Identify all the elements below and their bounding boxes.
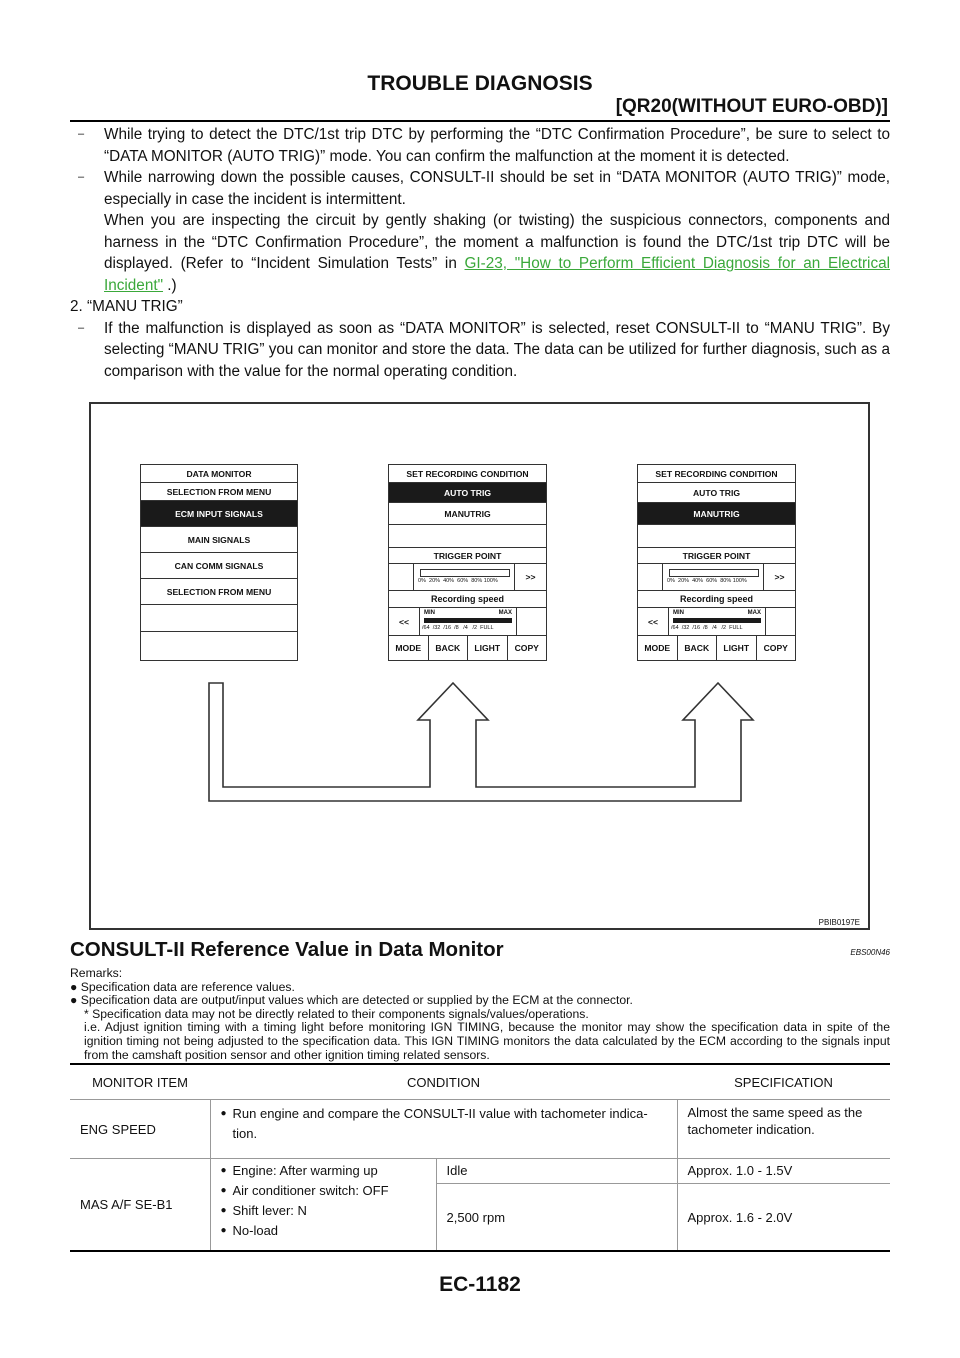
monitor-item-cell: MAS A/F SE-B1	[70, 1159, 210, 1252]
mode-button[interactable]: MODE	[389, 636, 429, 660]
dash-item: – While narrowing down the possible causes, CONSULT-II should be set in “DATA MONITOR (AUTO TRIG)” mode, especially in case the incident is intermittent. When you are inspecting the circuit by gently shaking (or twisting) the suspicious connectors, components and harness in the “DTC Confirmation Procedure”, the moment a malfunction is found the DTC/1st trip DTC will be displayed. (Refer to “Incident Simulation Tests” in GI-23, "How to Perform Efficient Diagnosis for an Electrical Incident" .)	[78, 169, 891, 294]
bullet-icon: ●	[70, 993, 81, 1008]
section-title: CONSULT-II Reference Value in Data Monitor	[70, 938, 504, 961]
flow-arrow-outline	[209, 683, 753, 801]
remark-note: i.e. Adjust ignition timing with a timing light before monitoring IGN TIMING, because the monitor may show the specification data in spite of the ignition timing not being adjusted to the specification data. This IGN TIMING monitors the data calculated by the ECM according to the signals input from the camshaft position sensor and other ignition timing related sensors.	[84, 1020, 890, 1062]
gi-23-link[interactable]: GI-23, "How to Perform Efficient Diagnosis for an Electrical Incident"	[104, 255, 891, 294]
menu-label: SELECTION FROM MENU	[141, 483, 297, 501]
specification-cell: Approx. 1.0 - 1.5V	[687, 1163, 793, 1178]
menu-item-can-comm-signals[interactable]: CAN COMM SIGNALS	[141, 553, 297, 579]
table-row	[70, 1159, 890, 1184]
speed-scale: MIN MAX /64 /32 /16 /8 /4 /2 FULL	[422, 610, 512, 631]
table-header-row	[70, 1064, 890, 1100]
trigger-point-label: TRIGGER POINT	[638, 548, 795, 564]
forward-button[interactable]: >>	[763, 564, 795, 590]
column-header: MONITOR ITEM	[70, 1064, 210, 1100]
auto-trig-option[interactable]: AUTO TRIG	[389, 483, 546, 503]
page-number: EC-1182	[439, 1273, 521, 1296]
mode-button[interactable]: MODE	[638, 636, 678, 660]
page-header-title: TROUBLE DIAGNOSIS	[367, 72, 593, 95]
remarks-label: Remarks:	[70, 966, 123, 980]
copy-button[interactable]: COPY	[514, 643, 539, 653]
trigger-point-label: TRIGGER POINT	[389, 548, 546, 564]
copy-button[interactable]: COPY	[763, 643, 788, 653]
step-2-label: 2. “MANU TRIG”	[70, 298, 183, 315]
figure-code: PBIB0197E	[818, 918, 860, 927]
recording-speed-label: Recording speed	[638, 591, 795, 608]
column-header: SPECIFICATION	[677, 1064, 890, 1100]
remark-item: ● Specification data are reference values.	[70, 979, 295, 994]
panel-title: DATA MONITOR	[141, 465, 297, 483]
specification-cell: Approx. 1.6 - 2.0V	[687, 1209, 793, 1225]
forward-button[interactable]: >>	[514, 564, 546, 590]
page-header-subtitle: [QR20(WITHOUT EURO-OBD)]	[615, 96, 888, 117]
specification-cell: Almost the same speed as the tachometer indication.	[687, 1105, 863, 1137]
back-button[interactable]: BACK	[678, 636, 718, 660]
section-code: EBS00N46	[850, 948, 890, 957]
panel-title: SET RECORDING CONDITION	[389, 465, 546, 483]
manu-trig-option[interactable]: MANUTRIG	[389, 503, 546, 525]
manu-trig-option[interactable]: MANUTRIG	[638, 503, 795, 525]
auto-trig-option[interactable]: AUTO TRIG	[638, 483, 795, 503]
remarks-block	[70, 967, 890, 1062]
trigger-scale: 0% 20% 40% 60% 80% 100%	[414, 564, 514, 590]
light-button[interactable]: LIGHT	[468, 636, 508, 660]
menu-label: SELECTION FROM MENU	[141, 579, 297, 605]
recording-speed-label: Recording speed	[389, 591, 546, 608]
condition-cell: ● Run engine and compare the CONSULT-II value with tachometer indica-tion.	[210, 1100, 677, 1159]
menu-item-ecm-input-signals[interactable]: ECM INPUT SIGNALS	[141, 501, 297, 527]
reference-value-table	[70, 1063, 890, 1252]
sub-condition-cell: Idle	[436, 1159, 677, 1184]
back-button[interactable]: BACK	[429, 636, 469, 660]
dash-item: – While trying to detect the DTC/1st trip DTC by performing the “DTC Confirmation Procedure”, be sure to select to “DATA MONITOR (AUTO TRIG)” mode. You can confirm the malfunction at the moment it is detected.	[78, 126, 890, 165]
dash-item: – If the malfunction is displayed as soon as “DATA MONITOR” is selected, reset CONSULT-II to “MANU TRIG”. By selecting “MANU TRIG” you can monitor and store the data. The data can be utilized for further diagnosis, such as a comparison with the value for the normal operating condition.	[78, 319, 890, 380]
bullet-icon: ●	[70, 979, 81, 994]
sub-condition-cell: 2,500 rpm	[436, 1184, 677, 1252]
remark-note: * Specification data may not be directly related to their components signals/values/operations.	[84, 1006, 589, 1021]
column-header: CONDITION	[210, 1064, 677, 1100]
back-arrow-button[interactable]: <<	[389, 608, 420, 635]
remark-item: ● Specification data are output/input values which are detected or supplied by the ECM at the connector.	[70, 993, 633, 1008]
menu-item-main-signals[interactable]: MAIN SIGNALS	[141, 527, 297, 553]
condition-list-cell: ● Engine: After warming up ● Air conditioner switch: OFF ● Shift lever: N ● No-load	[210, 1159, 436, 1252]
monitor-item-cell: ENG SPEED	[70, 1100, 210, 1159]
trigger-scale: 0% 20% 40% 60% 80% 100%	[663, 564, 763, 590]
table-row	[70, 1100, 890, 1159]
panel-title: SET RECORDING CONDITION	[638, 465, 795, 483]
light-button[interactable]: LIGHT	[717, 636, 757, 660]
speed-scale: MIN MAX /64 /32 /16 /8 /4 /2 FULL	[671, 610, 761, 631]
back-arrow-button[interactable]: <<	[638, 608, 669, 635]
